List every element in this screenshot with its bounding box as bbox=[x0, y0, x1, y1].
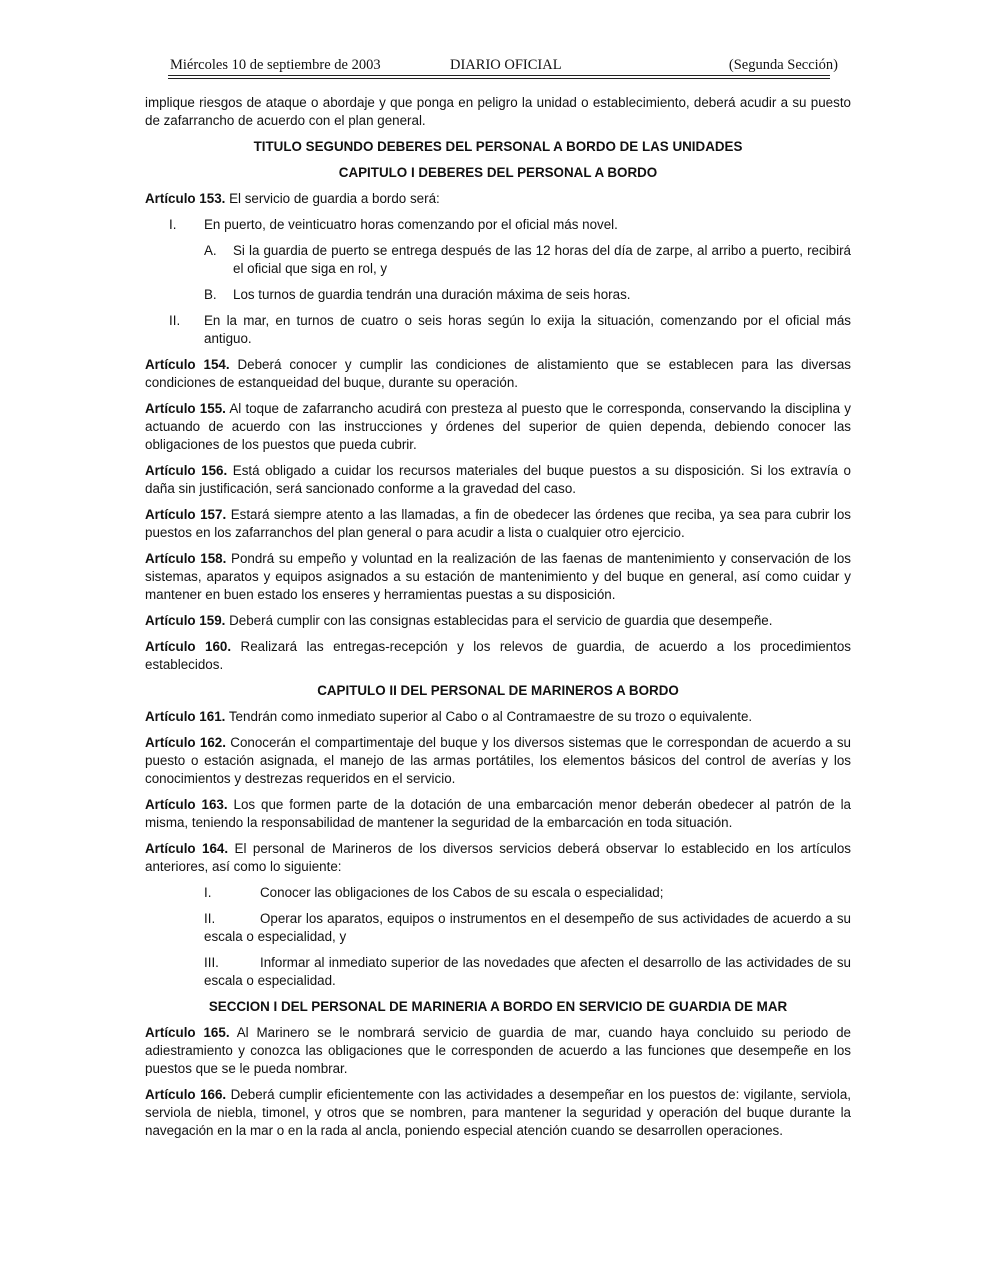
article-154-label: Artículo 154. bbox=[145, 357, 230, 372]
article-159-label: Artículo 159. bbox=[145, 613, 226, 628]
article-156-label: Artículo 156. bbox=[145, 463, 228, 478]
item-number: II. bbox=[169, 313, 181, 328]
article-158-label: Artículo 158. bbox=[145, 551, 227, 566]
article-158 bbox=[145, 550, 851, 604]
article-157-label: Artículo 157. bbox=[145, 507, 227, 522]
header-rule-bottom bbox=[168, 78, 830, 79]
item-text: Operar los aparatos, equipos o instrumentos en el desempeño de sus actividades de acuerdo a su escala o especialidad, y bbox=[204, 911, 851, 944]
document-body bbox=[145, 94, 851, 1148]
article-164-text: El personal de Marineros de los diversos servicios deberá observar lo establecido en los artículos anteriores, así como lo siguiente: bbox=[145, 841, 851, 874]
article-153-text: El servicio de guardia a bordo será: bbox=[225, 191, 440, 206]
article-159 bbox=[145, 612, 851, 630]
article-162-label: Artículo 162. bbox=[145, 735, 226, 750]
article-164 bbox=[145, 840, 851, 876]
article-163-text: Los que formen parte de la dotación de una embarcación menor deberán obedecer al patrón de la misma, teniendo la responsabilidad de mantener la seguridad de la embarcación en toda situación. bbox=[145, 797, 851, 830]
article-155-label: Artículo 155. bbox=[145, 401, 226, 416]
article-166-label: Artículo 166. bbox=[145, 1087, 227, 1102]
article-162 bbox=[145, 734, 851, 788]
article-156-text: Está obligado a cuidar los recursos materiales del buque puestos a su disposición. Si los extravía o daña sin justificación, será sancionado conforme a la gravedad del caso. bbox=[145, 463, 851, 496]
article-153-item-1 bbox=[145, 216, 851, 234]
article-155 bbox=[145, 400, 851, 454]
article-153 bbox=[145, 190, 851, 208]
article-165-label: Artículo 165. bbox=[145, 1025, 230, 1040]
article-154-text: Deberá conocer y cumplir las condiciones de alistamiento que se establecen para las diversas condiciones de estanqueidad del buque, durante su operación. bbox=[145, 357, 851, 390]
article-153-item-2 bbox=[145, 312, 851, 348]
item-number: I. bbox=[169, 217, 177, 232]
article-158-text: Pondrá su empeño y voluntad en la realización de las faenas de mantenimiento y conservación de los sistemas, aparatos y equipos asignados a su estación de mantenimiento y del buque en general, así como cuidar y mantener en buen estado los enseres y herramientas puestas a su disposición. bbox=[145, 551, 851, 602]
article-160 bbox=[145, 638, 851, 674]
article-153-subitem-a bbox=[145, 242, 851, 278]
article-163-label: Artículo 163. bbox=[145, 797, 228, 812]
article-157 bbox=[145, 506, 851, 542]
article-165-text: Al Marinero se le nombrará servicio de guardia de mar, cuando haya concluido su periodo de adiestramiento y conozca las obligaciones que le corresponden de acuerdo a las funciones que desempeñe en los puestos que se le pueda nombrar. bbox=[145, 1025, 852, 1076]
article-164-item-2 bbox=[145, 910, 851, 946]
header-date: Miércoles 10 de septiembre de 2003 bbox=[170, 57, 381, 73]
header-rule-top bbox=[168, 75, 830, 76]
article-159-text: Deberá cumplir con las consignas establecidas para el servicio de guardia que desempeñe. bbox=[225, 613, 773, 628]
item-text: Informar al inmediato superior de las novedades que afecten el desarrollo de las actividades de su escala o especialidad. bbox=[204, 955, 851, 988]
seccion-1-heading: SECCION I DEL PERSONAL DE MARINERIA A BORDO EN SERVICIO DE GUARDIA DE MAR bbox=[208, 999, 788, 1014]
page-header bbox=[168, 56, 838, 76]
header-publication: DIARIO OFICIAL bbox=[450, 57, 562, 73]
article-154 bbox=[145, 356, 851, 392]
capitulo-1-heading: CAPITULO I DEBERES DEL PERSONAL A BORDO bbox=[338, 165, 658, 180]
article-164-label: Artículo 164. bbox=[145, 841, 229, 856]
item-number: III. bbox=[204, 955, 219, 970]
titulo-segundo-heading: TITULO SEGUNDO DEBERES DEL PERSONAL A BORDO DE LAS UNIDADES bbox=[253, 139, 743, 154]
article-156 bbox=[145, 462, 851, 498]
article-163 bbox=[145, 796, 851, 832]
article-153-label: Artículo 153. bbox=[145, 191, 226, 206]
article-166 bbox=[145, 1086, 851, 1140]
item-text: En puerto, de veinticuatro horas comenzando por el oficial más novel. bbox=[204, 217, 618, 232]
subitem-text: Si la guardia de puerto se entrega después de las 12 horas del día de zarpe, al arribo a puerto, recibirá el oficial que siga en rol, y bbox=[233, 243, 851, 276]
capitulo-2-heading: CAPITULO II DEL PERSONAL DE MARINEROS A BORDO bbox=[317, 683, 679, 698]
header-section: (Segunda Sección) bbox=[728, 57, 838, 73]
item-text: En la mar, en turnos de cuatro o seis horas según lo exija la situación, comenzando por el oficial más antiguo. bbox=[204, 313, 851, 346]
article-164-item-1 bbox=[145, 884, 851, 902]
subitem-letter: A. bbox=[204, 243, 217, 258]
article-153-subitem-b bbox=[145, 286, 851, 304]
article-161-text: Tendrán como inmediato superior al Cabo o al Contramaestre de su trozo o equivalente. bbox=[225, 709, 753, 724]
subitem-letter: B. bbox=[204, 287, 217, 302]
article-164-item-3 bbox=[145, 954, 851, 990]
subitem-text: Los turnos de guardia tendrán una duración máxima de seis horas. bbox=[233, 287, 631, 302]
article-161 bbox=[145, 708, 851, 726]
article-165 bbox=[145, 1024, 851, 1078]
intro-paragraph: implique riesgos de ataque o abordaje y que ponga en peligro la unidad o establecimiento, deberá acudir a su puesto de zafarrancho de acuerdo con el plan general. bbox=[145, 95, 851, 128]
article-161-label: Artículo 161. bbox=[145, 709, 226, 724]
article-155-text: Al toque de zafarrancho acudirá con presteza al puesto que le corresponda, conservando la disciplina y actuando de acuerdo con las instrucciones y órdenes del superior de quien dependa, debiendo conocer las obligaciones de los puestos que pueda cubrir. bbox=[145, 401, 851, 452]
article-166-text: Deberá cumplir eficientemente con las actividades a desempeñar en los puestos de: vigilante, serviola, serviola de niebla, timonel, y otros que se nombren, para mantener la seguridad y operación del buque durante la navegación en la mar o en la rada al ancla, poniendo especial atención cuando se desarrollen operaciones. bbox=[145, 1087, 851, 1138]
article-157-text: Estará siempre atento a las llamadas, a fin de obedecer las órdenes que reciba, ya sea para cubrir los puestos en los zafarranchos del plan general o para acudir a lista o cualquier otro ejercicio. bbox=[145, 507, 851, 540]
item-number: I. bbox=[204, 885, 212, 900]
item-number: II. bbox=[204, 911, 216, 926]
article-160-label: Artículo 160. bbox=[145, 639, 232, 654]
item-text: Conocer las obligaciones de los Cabos de su escala o especialidad; bbox=[260, 885, 664, 900]
article-160-text: Realizará las entregas-recepción y los relevos de guardia, de acuerdo a los procedimientos establecidos. bbox=[145, 639, 851, 672]
article-162-text: Conocerán el compartimentaje del buque y los diversos sistemas que le correspondan de acuerdo a su puesto o estación asignada, el manejo de las armas portátiles, los elementos básicos del control de averías y los conocimientos y destrezas requeridos en el servicio. bbox=[145, 735, 852, 786]
